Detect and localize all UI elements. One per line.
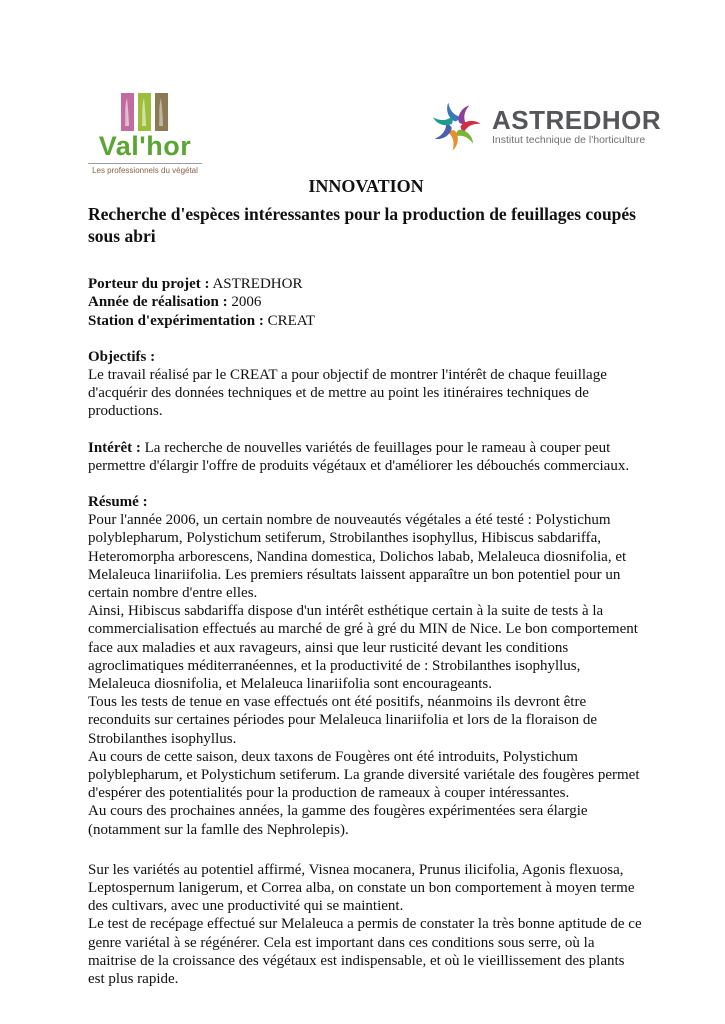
valhor-logo-text: Val'hor: [98, 131, 192, 161]
meta-annee-value: 2006: [231, 294, 262, 311]
meta-porteur-label: Porteur du projet :: [88, 276, 210, 293]
objectifs-heading: Objectifs :: [88, 348, 156, 365]
section-objectifs: [88, 348, 644, 421]
resume-paragraph-1: Pour l'année 2006, un certain nombre de nouveautés végétales a été testé : Polystichum polyblepharum, Polystichum setiferum, Strobilanthes isophyllus, Hibiscus sabdariffa, Heteromorpha arborescens, Nandina domestica, Dolichos labab, Melaleuca diosnifolia, et Melaleuca linariifolia. Les premiers résultats laissent apparaître un bon potentiel pour un certain nombre d'entre elles.: [88, 512, 627, 601]
document-category-title: INNOVATION: [308, 176, 424, 196]
resume-heading: Résumé :: [88, 493, 148, 510]
astredhor-logo: [427, 94, 661, 158]
resume-paragraph-5: Au cours des prochaines années, la gamme des fougères expérimentées sera élargie (notamment sur la famlle des Nephrolepis).: [88, 803, 588, 838]
meta-annee: [88, 293, 644, 311]
project-meta: [88, 275, 644, 330]
meta-porteur-value: ASTREDHOR: [212, 276, 303, 293]
valhor-tagline: Les professionnels du végétal: [88, 163, 202, 175]
valhor-logo: [88, 92, 202, 175]
resume-paragraph-2: Ainsi, Hibiscus sabdariffa dispose d'un intérêt esthétique certain à la suite de tests à la commercialisation effectués au marché de gré à gré du MIN de Nice. Le bon comportement face aux maladies et aux ravageurs, ainsi que leur rusticité devant les conditions agroclimatiques méditerranéennes, et la productivité de : Strobilanthes isophyllus, Melaleuca diosnifolia, et Melaleuca linariifolia sont encourageants.: [88, 603, 638, 692]
document-content: [88, 176, 644, 988]
section-interet: [88, 439, 644, 475]
astredhor-tagline: Institut technique de l'horticulture: [492, 133, 646, 146]
interet-label: Intérêt :: [88, 439, 141, 456]
astredhor-logo-text: ASTREDHOR: [492, 104, 662, 135]
closing-paragraph-2: Le test de recépage effectué sur Melaleuca a permis de constater la très bonne aptitude de ce genre variétal à se régénérer. Cela est important dans ces conditions sous serre, où la maitrise de la croissance des végétaux est indispensable, et où le vieillissement des plants est plus rapide.: [88, 916, 642, 987]
meta-porteur: [88, 275, 644, 293]
meta-annee-label: Année de réalisation :: [88, 294, 228, 311]
resume-paragraph-3: Tous les tests de tenue en vase effectués ont été positifs, néanmoins ils devront être reconduits sur certaines périodes pour Melaleuca linariifolia et lors de la floraison de Strobilanthes isophyllus.: [88, 694, 597, 747]
astredhor-logo-textblock: [492, 104, 662, 146]
astredhor-pinwheel-icon: [427, 94, 485, 158]
meta-station-value: CREAT: [267, 312, 316, 329]
objectifs-body: Le travail réalisé par le CREAT a pour objectif de montrer l'intérêt de chaque feuillage d'acquérir des données techniques et de mettre au point les itinéraires techniques de productions.: [88, 366, 607, 420]
section-resume: [88, 493, 644, 839]
document-title: Recherche d'espèces intéressantes pour la production de feuillages coupés sous abri: [88, 203, 636, 247]
valhor-bars-icon: [120, 92, 170, 132]
closing-paragraph-1: Sur les variétés au potentiel affirmé, Visnea mocanera, Prunus ilicifolia, Agonis flexuosa, Leptospernum lanigerum, et Correa alba, on constate un bon comportement à moyen terme des cultivars, avec une productivité qui se maintient.: [88, 861, 635, 915]
meta-station-label: Station d'expérimentation :: [88, 312, 264, 329]
interet-body: La recherche de nouvelles variétés de feuillages pour le rameau à couper peut permettre d'élargir l'offre de produits végétaux et d'améliorer les débouchés commerciaux.: [88, 439, 630, 474]
resume-paragraph-4: Au cours de cette saison, deux taxons de Fougères ont été introduits, Polystichum polyblepharum, et Polystichum setiferum. La grande diversité variétale des fougères permet d'espérer des potentialités pour la production de rameaux à couper intéressantes.: [88, 748, 640, 802]
meta-station: [88, 312, 644, 330]
section-closing: [88, 861, 644, 988]
